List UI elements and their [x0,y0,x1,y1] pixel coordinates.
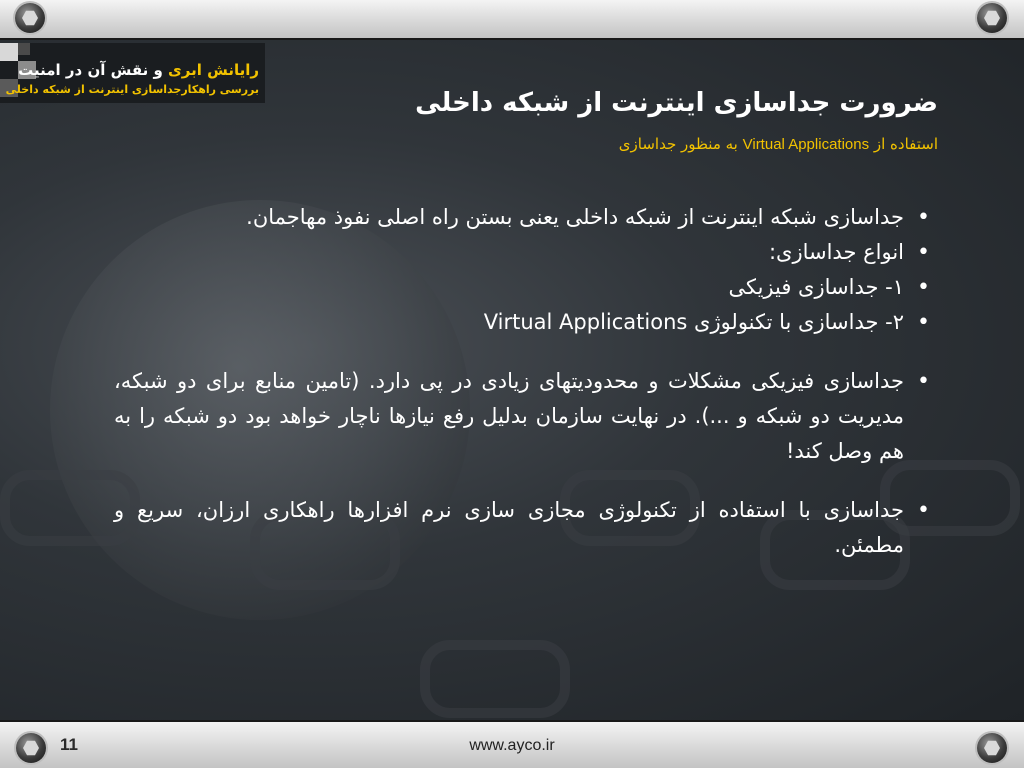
logo-square [0,43,18,61]
page-number: 11 [60,735,78,754]
bullet-item: • جداسازی شبکه اینترنت از شبکه داخلی یعنی بستن راه اصلی نفوذ مهاجمان. [114,200,904,235]
logo-subtitle: بررسی راهکارجداسازی اینترنت از شبکه داخلی [5,83,259,96]
bullet-list [114,200,904,563]
bullet-item: • ۲- جداسازی با تکنولوژی Virtual Applications [114,305,904,340]
slide-title: ضرورت جداسازی اینترنت از شبکه داخلی [415,88,938,118]
footer-url[interactable]: www.ayco.ir [469,737,555,754]
logo-title-rest: و نقش آن در امنیت [18,61,169,79]
subtitle-pre: استفاده از [869,135,938,153]
bolt-icon [977,3,1007,33]
logo-title [18,61,259,79]
slide-subtitle [619,135,938,153]
chain-link-decoration [420,640,570,718]
subtitle-latin: Virtual Applications [742,136,870,153]
bullet-item: • ۱- جداسازی فیزیکی [114,270,904,305]
top-frame-bar [0,0,1024,40]
bolt-icon [15,3,45,33]
bullet-item: • جداسازی با استفاده از تکنولوژی مجازی سازی نرم افزارها راهکاری ارزان، سریع و مطمئن. [114,493,904,563]
bullet-item: • جداسازی فیزیکی مشکلات و محدودیتهای زیادی در پی دارد. (تامین منابع برای دو شبکه، مدیریت دو شبکه و ...). در نهایت سازمان بدلیل رفع نیازها ناچار خواهد بود دو شبکه را به هم وصل کند! [114,364,904,469]
logo-title-accent: رایانش ابری [168,61,259,79]
logo-square [18,43,30,55]
bullet-item: • انواع جداسازی: [114,235,904,270]
logo-box [0,43,265,103]
subtitle-post: به منظور جداسازی [618,135,743,153]
